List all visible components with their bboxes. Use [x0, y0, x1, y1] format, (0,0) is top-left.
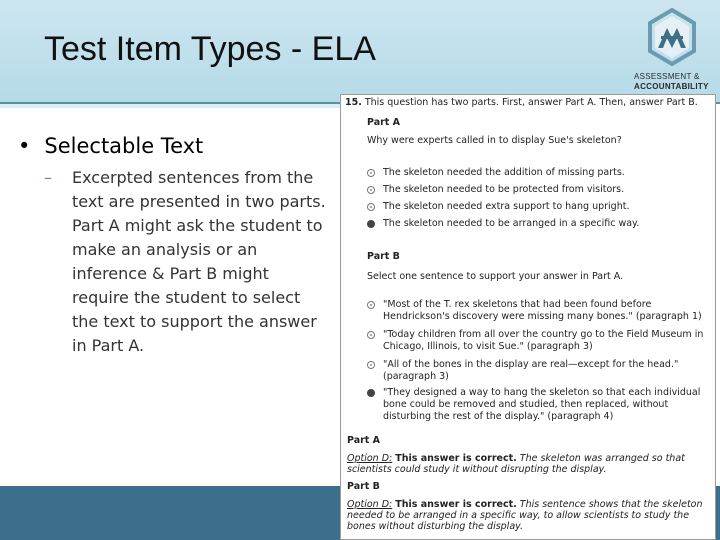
answer-option: Option D:	[347, 453, 393, 464]
answer-part-a	[347, 453, 707, 475]
question-instructions: This question has two parts. First, answer Part A. Then, answer Part B.	[364, 97, 698, 108]
answer-explanation: scientists could study it without disrupting the display.	[347, 464, 607, 475]
logo-text-line2: ACCOUNTABILITY	[634, 82, 709, 91]
answer-part-b	[347, 499, 707, 532]
test-item-panel	[340, 94, 716, 540]
answer-correct: This answer is correct.	[395, 453, 517, 464]
question-number: 15.	[345, 97, 362, 108]
part-a-option[interactable]	[367, 201, 707, 213]
bullet-text: Selectable Text	[44, 134, 204, 158]
option-text: "Today children from all over the country go to the Field Museum in Chicago, Illinois, to visit Sue." (paragraph 3)	[383, 329, 704, 352]
radio-icon[interactable]	[367, 361, 375, 369]
assessment-logo	[626, 8, 720, 94]
radio-icon[interactable]	[367, 301, 375, 309]
main-bullet	[18, 134, 203, 158]
option-text: The skeleton needed extra support to hang upright.	[383, 201, 630, 212]
part-b-option[interactable]	[367, 329, 707, 353]
radio-icon[interactable]	[367, 169, 375, 177]
answer-explanation: bones without disturbing the display.	[347, 521, 524, 532]
answer-option: Option D:	[347, 499, 393, 510]
part-a-question: Why were experts called in to display Sue's skeleton?	[367, 135, 622, 146]
question-header	[345, 97, 713, 109]
option-text: "They designed a way to hang the skeleton so that each individual bone could be removed and studied, then replaced, without disturbing the rest of the display." (paragraph 4)	[383, 387, 701, 422]
hexagon-logo-icon	[648, 8, 696, 66]
option-text: "Most of the T. rex skeletons that had been found before Hendrickson's discovery were missing many bones." (paragraph 1)	[383, 299, 702, 322]
sub-bullet-text: Excerpted sentences from the text are presented in two parts. Part A might ask the student to make an analysis or an inference & Part B might require the student to select the text to support the answer in Part A.	[72, 168, 326, 355]
part-b-option[interactable]	[367, 359, 707, 383]
slide-title: Test Item Types - ELA	[44, 30, 376, 68]
part-b-option[interactable]	[367, 299, 707, 323]
bullet-marker: •	[18, 134, 31, 158]
part-a-option-selected[interactable]	[367, 218, 707, 230]
answer-part-a-label: Part A	[347, 435, 381, 446]
option-text: "All of the bones in the display are real—except for the head." (paragraph 3)	[383, 359, 679, 382]
sub-bullet	[44, 166, 328, 358]
part-a-label: Part A	[367, 117, 401, 128]
answer-explanation: The skeleton was arranged so that	[519, 453, 685, 464]
radio-selected-icon[interactable]	[367, 220, 375, 228]
answer-explanation: needed to be arranged in a specific way, to allow scientists to study the	[347, 510, 690, 521]
answer-correct: This answer is correct.	[395, 499, 517, 510]
radio-icon[interactable]	[367, 186, 375, 194]
option-text: The skeleton needed the addition of missing parts.	[383, 167, 625, 178]
answer-explanation: This sentence shows that the skeleton	[519, 499, 703, 510]
option-text: The skeleton needed to be protected from visitors.	[383, 184, 625, 195]
radio-selected-icon[interactable]	[367, 389, 375, 397]
radio-icon[interactable]	[367, 331, 375, 339]
part-b-label: Part B	[367, 251, 400, 262]
answer-part-b-label: Part B	[347, 481, 380, 492]
header-accent	[0, 104, 340, 108]
part-a-option[interactable]	[367, 167, 707, 179]
radio-icon[interactable]	[367, 203, 375, 211]
option-text: The skeleton needed to be arranged in a specific way.	[383, 218, 640, 229]
part-a-option[interactable]	[367, 184, 707, 196]
part-b-option-selected[interactable]	[367, 387, 707, 423]
part-b-question: Select one sentence to support your answer in Part A.	[367, 271, 624, 282]
logo-text-line1: ASSESSMENT &	[634, 72, 700, 81]
sub-bullet-marker: –	[44, 168, 52, 187]
